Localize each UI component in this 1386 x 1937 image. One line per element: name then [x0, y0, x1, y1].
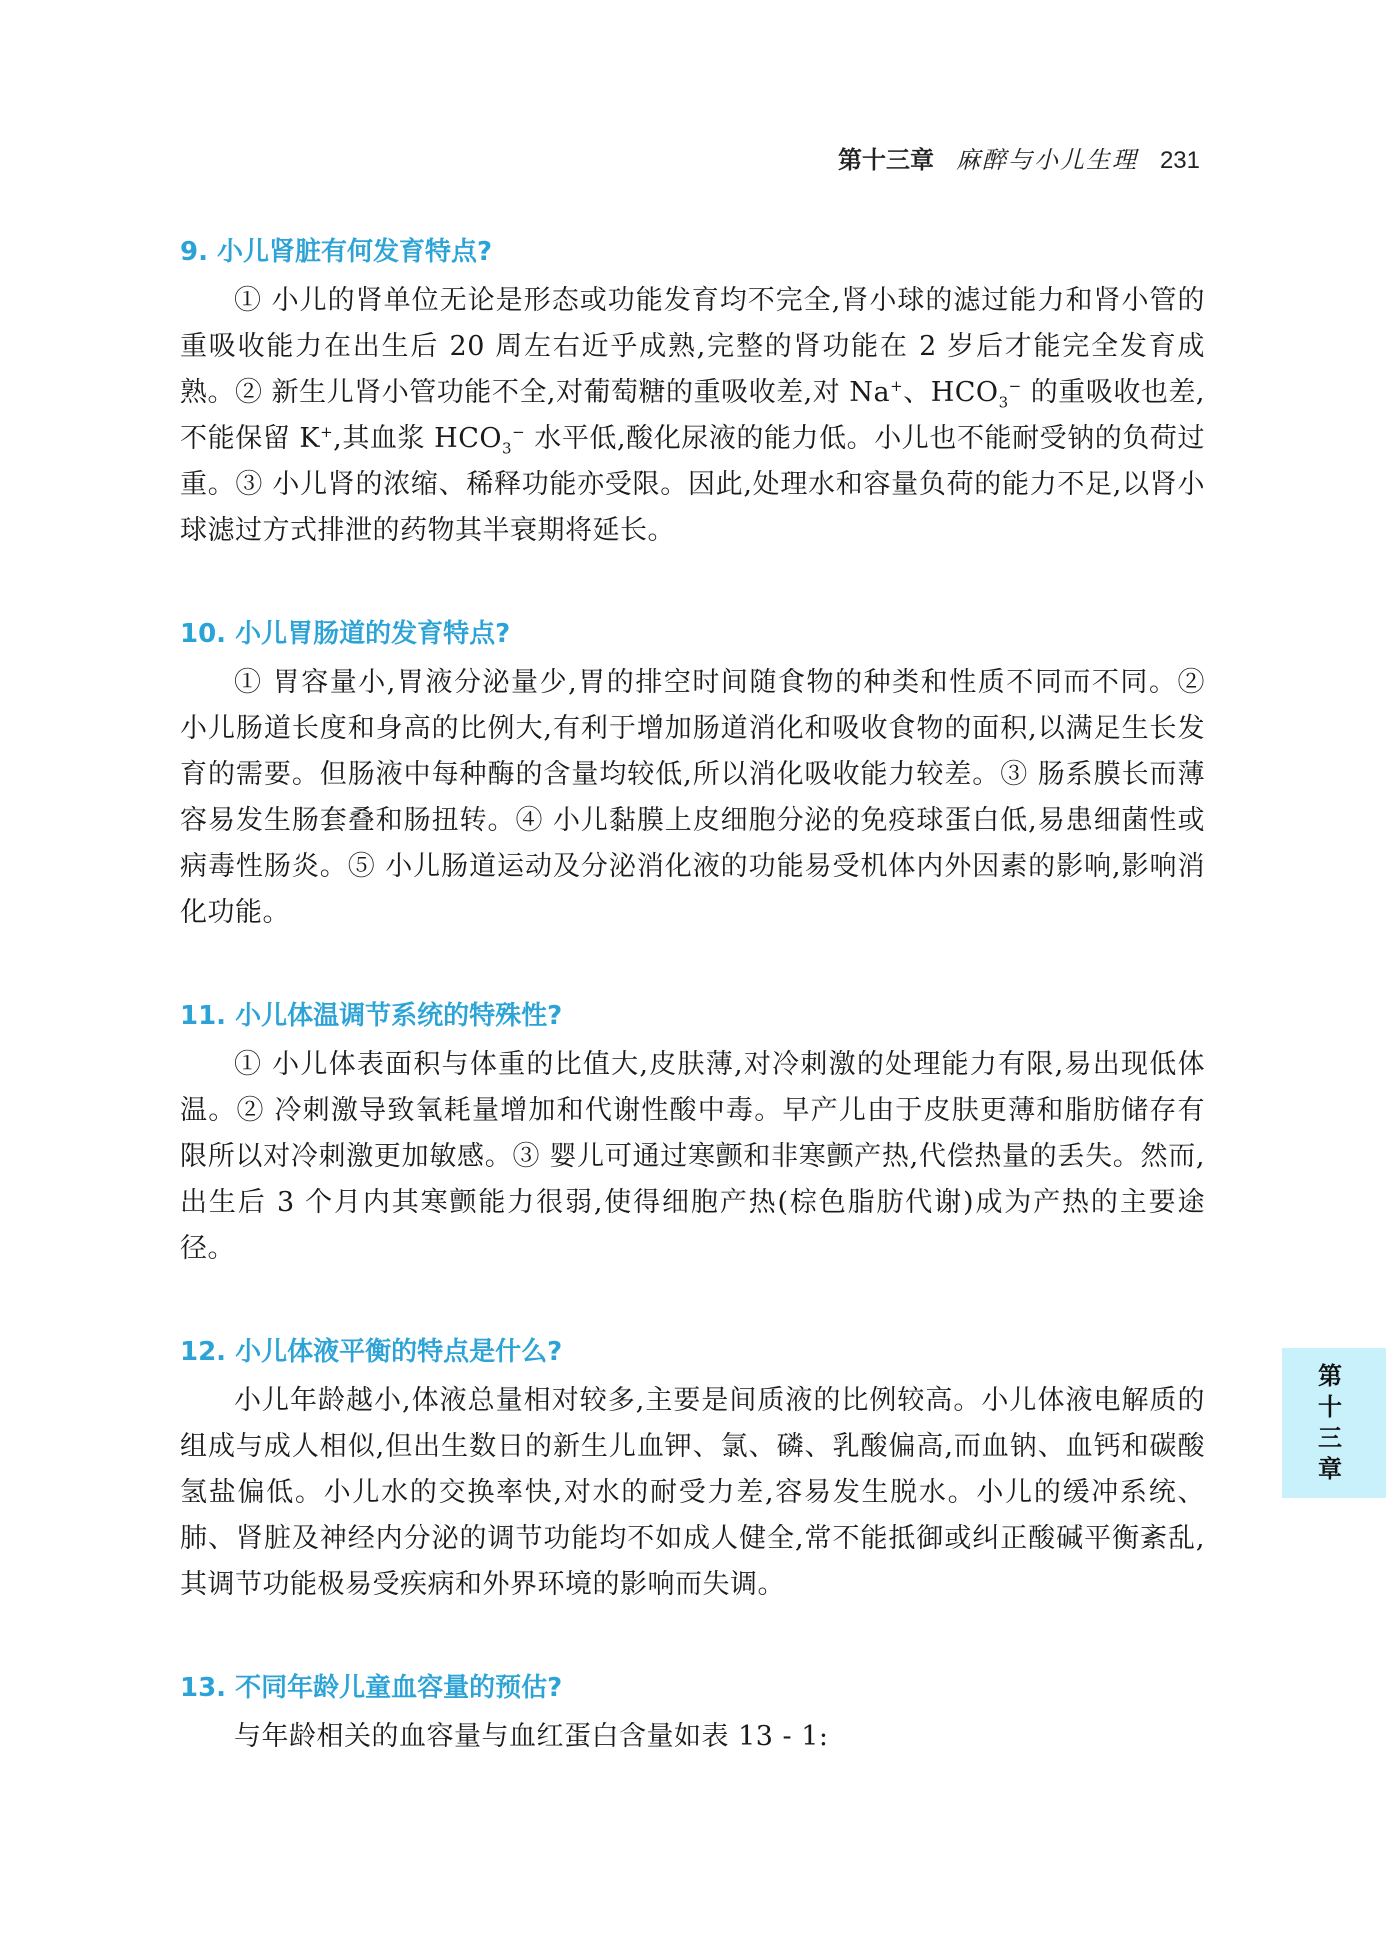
answer-paragraph: 与年龄相关的血容量与血红蛋白含量如表 13 - 1:	[234, 1721, 829, 1752]
section-q9	[180, 230, 1205, 554]
page-number: 231	[1159, 147, 1200, 174]
running-header	[838, 140, 1200, 174]
question-heading: 11. 小儿体温调节系统的特殊性?	[180, 1001, 563, 1031]
section-q13	[180, 1666, 1205, 1760]
header-chapter: 第十三章	[837, 146, 934, 174]
section-q11	[180, 994, 1205, 1272]
side-tab-char: 第	[1318, 1362, 1342, 1390]
answer-paragraph: ① 胃容量小,胃液分泌量少,胃的排空时间随食物的种类和性质不同而不同。② 小儿肠道长度和身高的比例大,有利于增加肠道消化和吸收食物的面积,以满足生长发育的需要。但肠液中每种酶的含量均较低,所以消化吸收能力较差。③ 肠系膜长而薄容易发生肠套叠和肠扭转。④ 小儿黏膜上皮细胞分泌的免疫球蛋白低,易患细菌性或病毒性肠炎。⑤ 小儿肠道运动及分泌消化液的功能易受机体内外因素的影响,影响消化功能。	[180, 667, 1205, 928]
answer-paragraph: ① 小儿体表面积与体重的比值大,皮肤薄,对冷刺激的处理能力有限,易出现低体温。② 冷刺激导致氧耗量增加和代谢性酸中毒。早产儿由于皮肤更薄和脂肪储存有限所以对冷刺激更加敏感。③ 婴儿可通过寒颤和非寒颤产热,代偿热量的丢失。然而,出生后 3 个月内其寒颤能力很弱,使得细胞产热(棕色脂肪代谢)成为产热的主要途径。	[180, 1049, 1205, 1264]
question-heading: 13. 不同年龄儿童血容量的预估?	[180, 1673, 563, 1703]
chapter-side-tab	[1282, 1348, 1386, 1498]
answer-paragraph: ① 小儿的肾单位无论是形态或功能发育均不完全,肾小球的滤过能力和肾小管的重吸收能力在出生后 20 周左右近乎成熟,完整的肾功能在 2 岁后才能完全发育成熟。② 新生儿肾小管功能不全,对葡萄糖的重吸收差,对 Na+、$HCO_3^-$ 的重吸收也差,不能保留 K+,其血浆 $HCO_3^-$ 水平低,酸化尿液的能力低。小儿也不能耐受钠的负荷过重。③ 小儿肾的浓缩、稀释功能亦受限。因此,处理水和容量负荷的能力不足,以肾小球滤过方式排泄的药物其半衰期将延长。	[180, 285, 1205, 546]
page-body	[180, 230, 1205, 1818]
question-heading: 12. 小儿体液平衡的特点是什么?	[180, 1337, 563, 1367]
side-tab-char: 三	[1318, 1424, 1342, 1452]
section-q12	[180, 1330, 1205, 1608]
header-subject: 麻醉与小儿生理	[955, 146, 1138, 174]
side-tab-char: 章	[1318, 1455, 1342, 1483]
question-heading: 10. 小儿胃肠道的发育特点?	[180, 619, 511, 649]
answer-paragraph: 小儿年龄越小,体液总量相对较多,主要是间质液的比例较高。小儿体液电解质的组成与成人相似,但出生数日的新生儿血钾、氯、磷、乳酸偏高,而血钠、血钙和碳酸氢盐偏低。小儿水的交换率快,对水的耐受力差,容易发生脱水。小儿的缓冲系统、肺、肾脏及神经内分泌的调节功能均不如成人健全,常不能抵御或纠正酸碱平衡紊乱,其调节功能极易受疾病和外界环境的影响而失调。	[180, 1385, 1205, 1600]
question-heading: 9. 小儿肾脏有何发育特点?	[180, 237, 493, 267]
section-q10	[180, 612, 1205, 936]
side-tab-char: 十	[1318, 1393, 1342, 1421]
